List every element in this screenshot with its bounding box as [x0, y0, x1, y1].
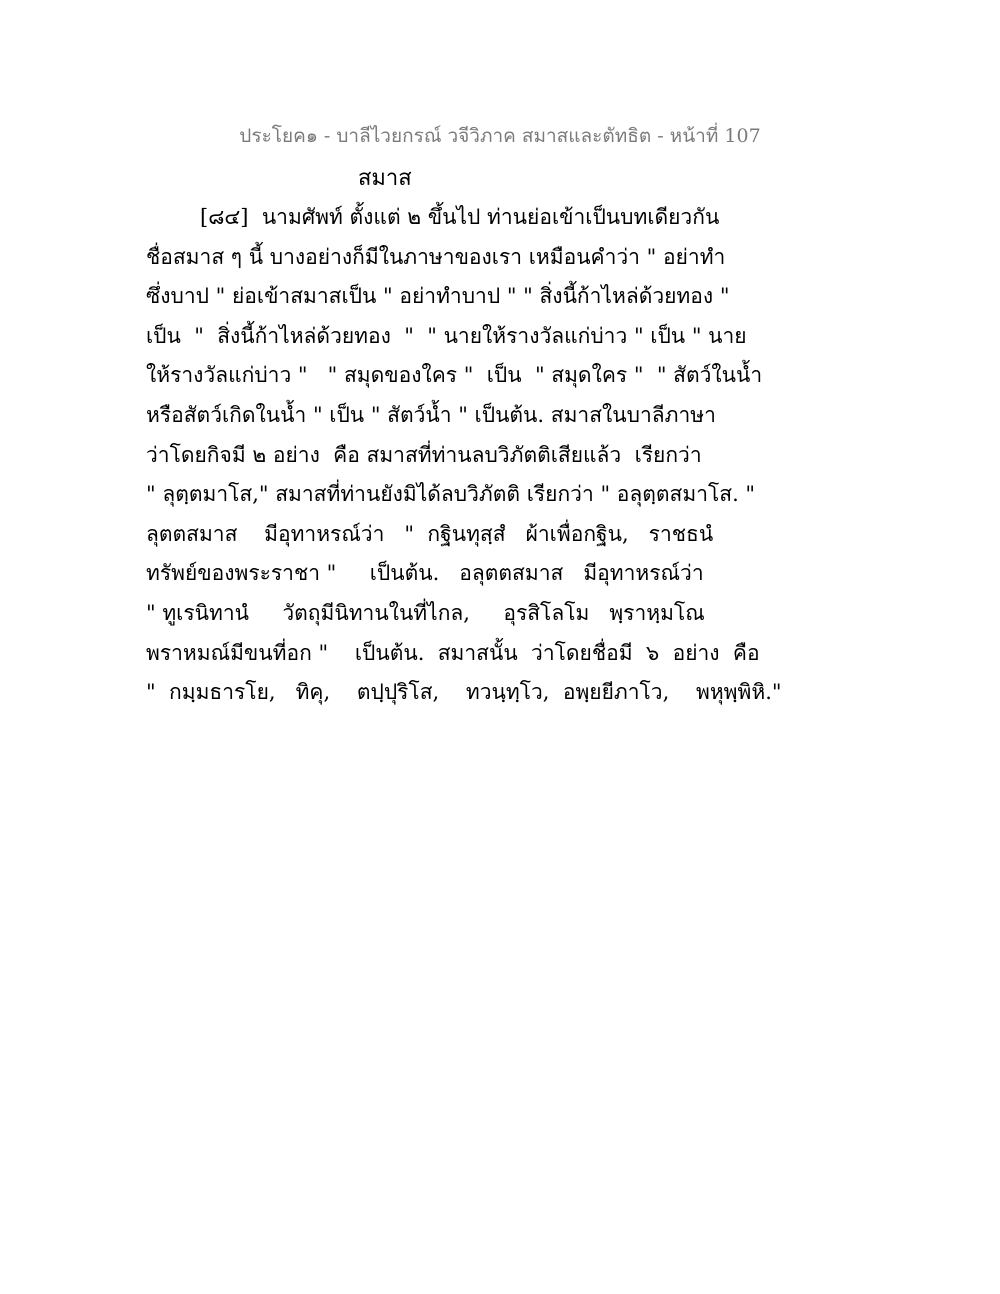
paragraph-line: พราหมณ์มีขนที่อก " เป็นต้น. สมาสนั้น ว่าโดยชื่อมี ๖ อย่าง คือ [146, 640, 760, 665]
section-title: สมาส [358, 166, 412, 191]
paragraph-line: ว่าโดยกิจมี ๒ อย่าง คือ สมาสที่ท่านลบวิภัตติเสียแล้ว เรียกว่า [146, 442, 702, 467]
paragraph-line: ให้รางวัลแก่บ่าว " " สมุดของใคร " เป็น " สมุดใคร " " สัตว์ในน้ำ [146, 363, 763, 388]
paragraph-line: ทรัพย์ของพระราชา " เป็นต้น. อลุตตสมาส มีอุทาหรณ์ว่า [146, 561, 704, 586]
paragraph-line: หรือสัตว์เกิดในน้ำ " เป็น " สัตว์น้ำ " เป็นต้น. สมาสในบาลีภาษา [146, 402, 716, 427]
paragraph [146, 198, 866, 713]
paragraph-line: ชื่อสมาส ๆ นี้ บางอย่างก็มีในภาษาของเรา เหมือนคำว่า " อย่าทำ [146, 244, 726, 269]
paragraph-line: " ลุตฺตมาโส," สมาสที่ท่านยังมิได้ลบวิภัตติ เรียกว่า " อลุตฺตสมาโส. " [146, 482, 756, 507]
paragraph-line: ลุตตสมาส มีอุทาหรณ์ว่า " กฐินทุสฺสํ ผ้าเพื่อกฐิน, ราชธนํ [146, 521, 714, 546]
paragraph-line: " กมฺมธารโย, ทิคุ, ตปฺปุริโส, ทวนฺทฺโว, อพฺยยีภาโว, พหุพฺพิหิ." [146, 680, 782, 705]
paragraph-line: [๘๔] นามศัพท์ ตั้งแต่ ๒ ขึ้นไป ท่านย่อเข้าเป็นบทเดียวกัน [200, 205, 720, 229]
paragraph-line: ซึ่งบาป " ย่อเข้าสมาสเป็น " อย่าทำบาป " " สิ่งนี้ก้าไหล่ด้วยทอง " [146, 284, 730, 309]
paragraph-line: เป็น " สิ่งนี้ก้าไหล่ด้วยทอง " " นายให้รางวัลแก่บ่าว " เป็น " นาย [146, 323, 747, 348]
page-header: ประโยค๑ - บาลีไวยกรณ์ วจีวิภาค สมาสและตัทธิต - หน้าที่ 107 [239, 125, 761, 147]
paragraph-line: " ทูเรนิทานํ วัตถุมีนิทานในที่ไกล, อุรสิโลโม พฺราหฺมโณ [146, 600, 705, 625]
